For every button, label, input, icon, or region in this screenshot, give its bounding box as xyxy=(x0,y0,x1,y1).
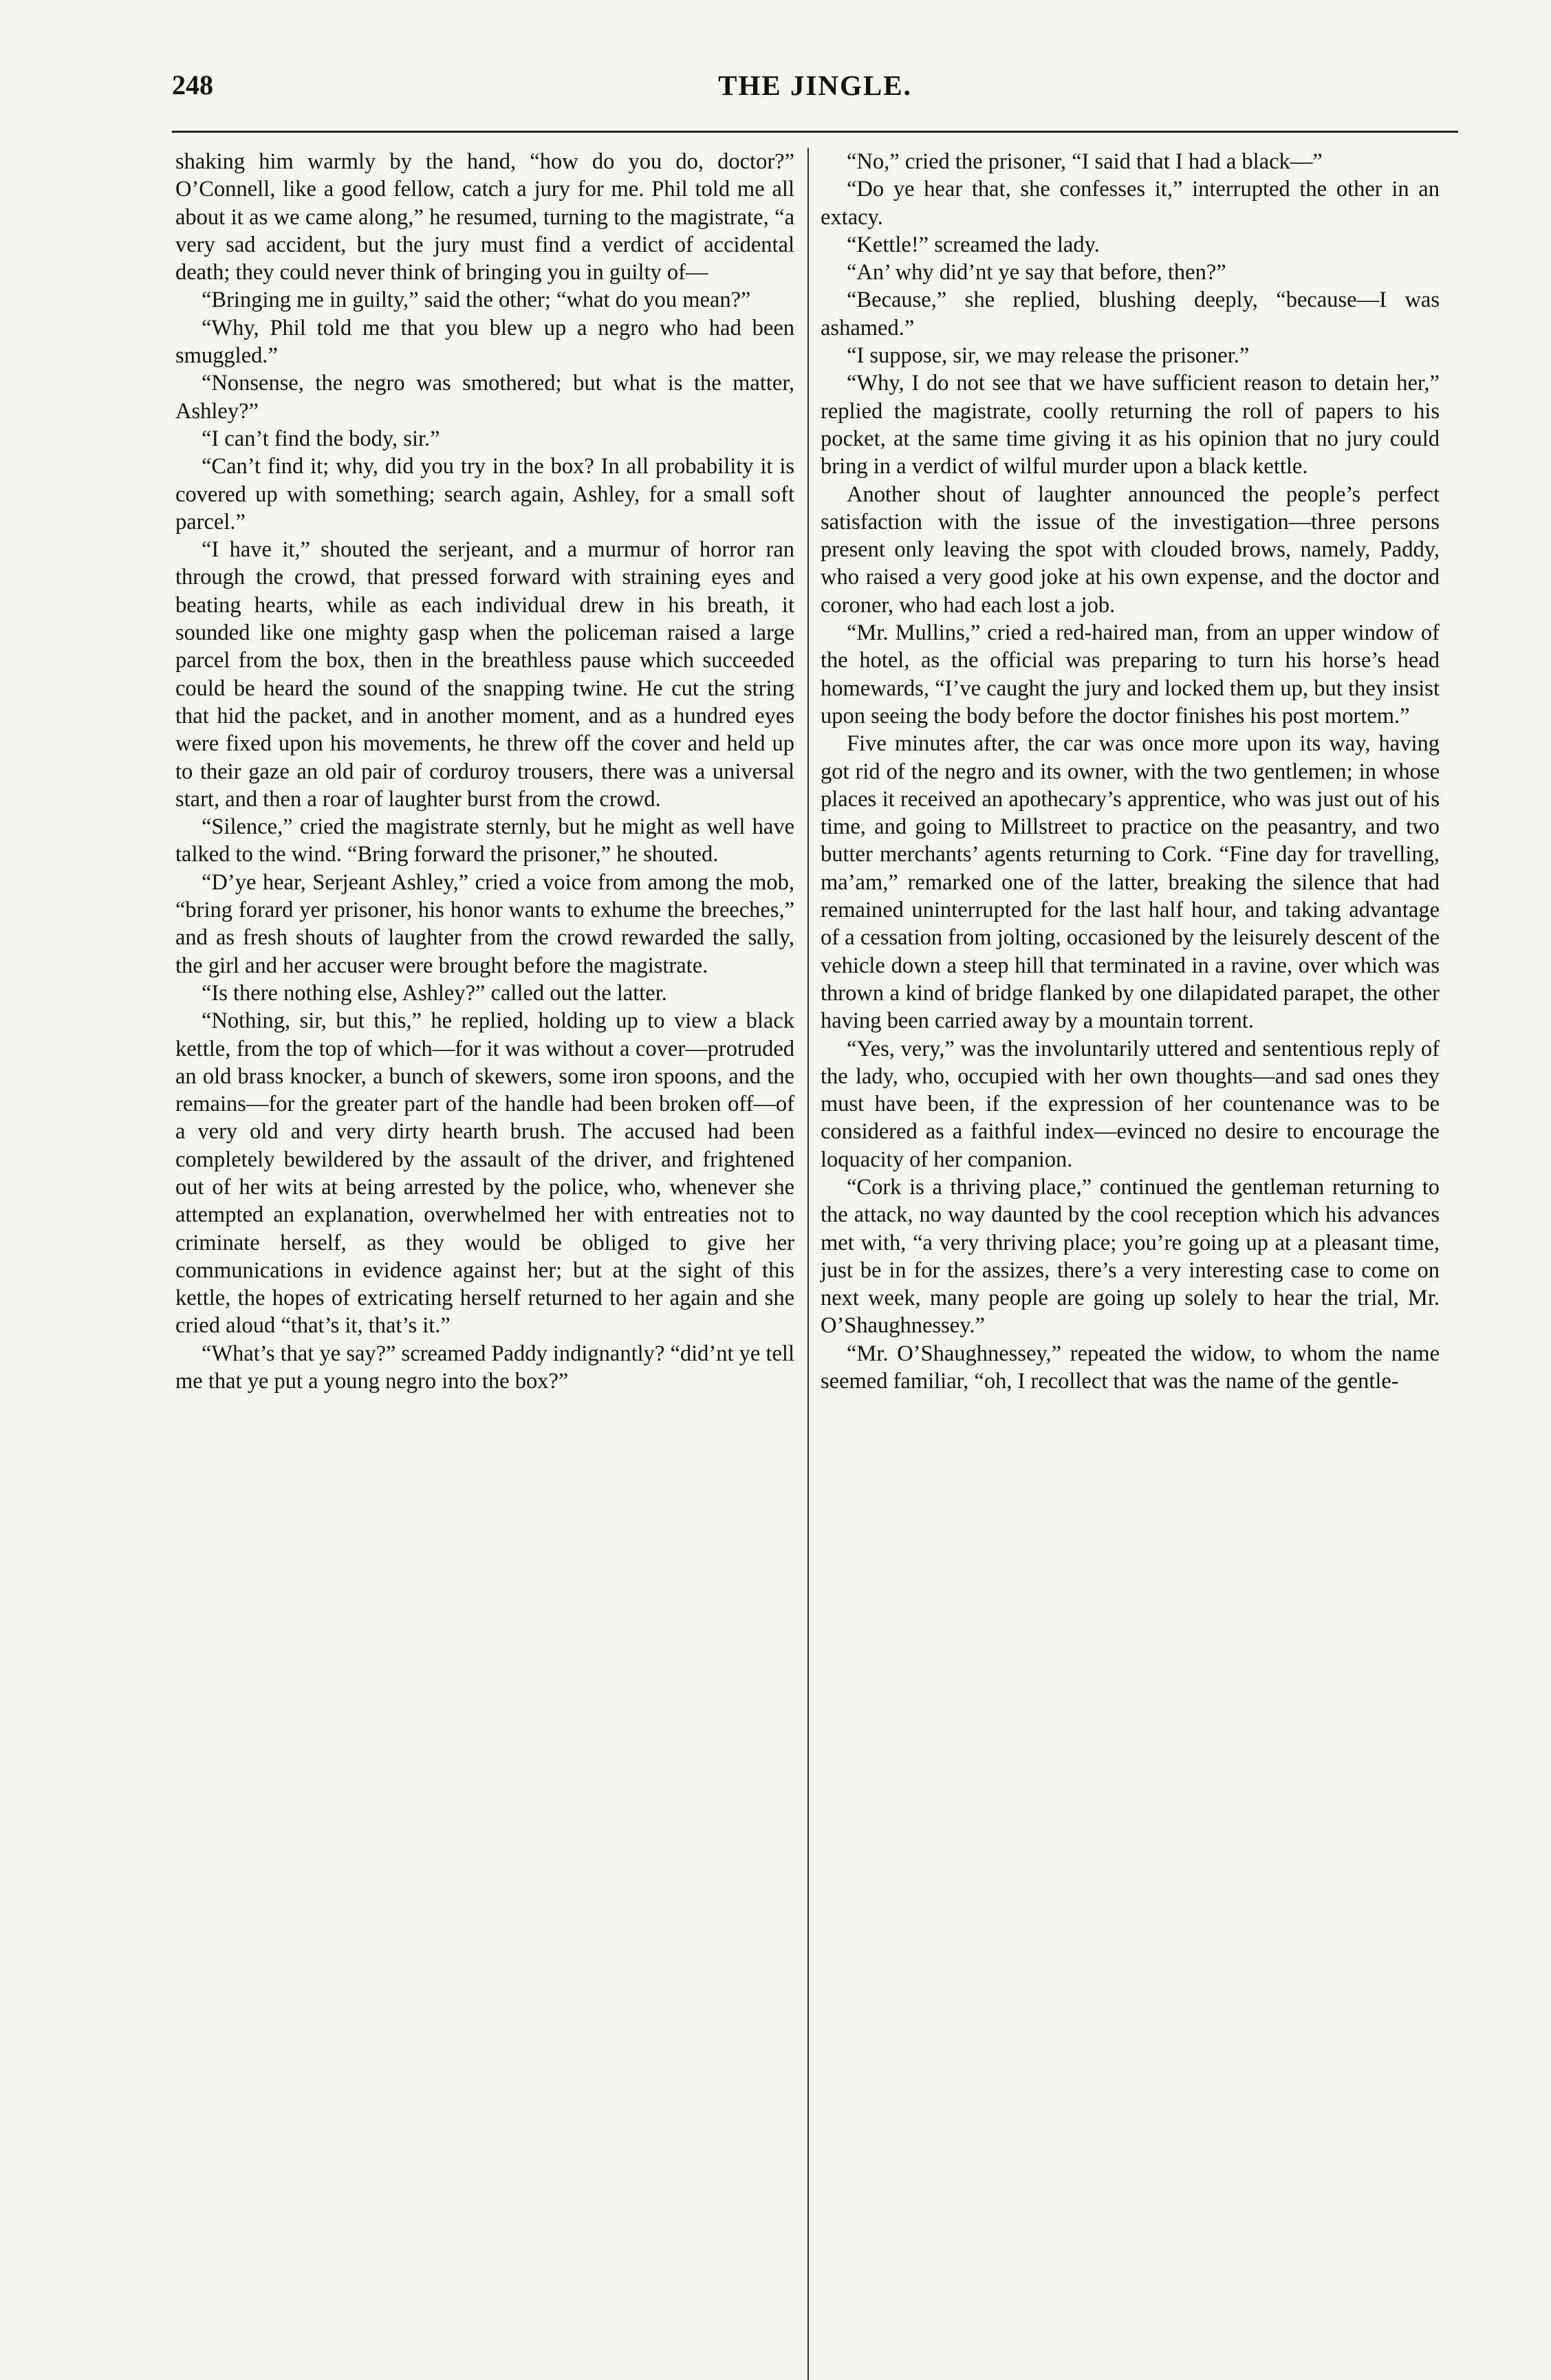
paragraph: “I have it,” shouted the serjeant, and a murmur of horror ran through the crowd, that pressed forward with straining eyes and beating hearts, while as each individual drew in his breath, it sounded like one mighty gasp when the policeman raised a large parcel from the box, then in the breathless pause which succeeded could be heard the sound of the snapping twine. He cut the string that hid the packet, and in another moment, and as a hundred eyes were fixed upon his movements, he threw off the cover and held up to their gaze an old pair of corduroy trousers, there was a universal start, and then a roar of laughter burst from the crowd. xyxy=(175,537,794,812)
paragraph: “No,” cried the prisoner, “I said that I had a black—” xyxy=(847,149,1323,174)
paragraph: “Yes, very,” was the involuntarily uttered and sententious reply of the lady, who, occupied with her own thoughts—and sad ones they must have been, if the expression of her countenance was to be considered as a faithful index—evinced no desire to encourage the loquacity of her companion. xyxy=(821,1036,1440,1172)
page-number: 248 xyxy=(172,69,213,100)
paragraph: “Why, Phil told me that you blew up a negro who had been smuggled.” xyxy=(175,315,794,369)
page-header xyxy=(172,69,1458,117)
paragraph: “What’s that ye say?” screamed Paddy indignantly? “did’nt ye tell me that ye put a young negro into the box?” xyxy=(175,1341,794,1394)
paragraph: “An’ why did’nt ye say that before, then?” xyxy=(847,260,1226,285)
paragraph: “Bringing me in guilty,” said the other; “what do you mean?” xyxy=(202,288,751,313)
right-column xyxy=(821,148,1440,1395)
paragraph: “Nonsense, the negro was smothered; but what is the matter, Ashley?” xyxy=(175,371,794,424)
paragraph: “Nothing, sir, but this,” he replied, holding up to view a black kettle, from the top of which—for it was without a cover—protruded an old brass knocker, a bunch of skewers, some iron spoons, and the remains—for the greater part of the handle had been broken off—of a very old and very dirty hearth brush. The accused had been completely bewildered by the assault of the driver, and frightened out of her wits at being arrested by the police, who, whenever she attempted an explanation, overwhelmed her with entreaties not to criminate herself, as they would be obliged to give her communications in evidence against her; but at the sight of this kettle, the hopes of extricating herself returned to her again and she cried aloud “that’s it, that’s it.” xyxy=(175,1008,794,1339)
paragraph: “Because,” she replied, blushing deeply, “because—I was ashamed.” xyxy=(821,288,1440,340)
paragraph: “Mr. O’Shaughnessey,” repeated the widow, to whom the name seemed familiar, “oh, I recollect that was the name of the gentle- xyxy=(821,1341,1440,1394)
left-column xyxy=(175,148,794,1395)
running-title: THE JINGLE. xyxy=(718,69,912,101)
paragraph: “I suppose, sir, we may release the prisoner.” xyxy=(847,343,1250,369)
paragraph: “Is there nothing else, Ashley?” called out the latter. xyxy=(202,980,667,1006)
paragraph: Another shout of laughter announced the people’s perfect satisfaction with the issue of the investigation—three persons present only leaving the spot with clouded brows, namely, Paddy, who raised a very good joke at his own expense, and the doctor and coroner, who had each lost a job. xyxy=(821,482,1440,618)
paragraph: shaking him warmly by the hand, “how do you do, doctor?” O’Connell, like a good fellow, catch a jury for me. Phil told me all about it as we came along,” he resumed, turning to the magistrate, “a very sad accident, but the jury must find a verdict of accidental death; they could never think of bringing you in guilty of— xyxy=(175,149,794,285)
paragraph: “Silence,” cried the magistrate sternly, but he might as well have talked to the wind. “Bring forward the prisoner,” he shouted. xyxy=(175,814,794,867)
paragraph: “Do ye hear that, she confesses it,” interrupted the other in an extacy. xyxy=(821,177,1440,230)
paragraph: “Mr. Mullins,” cried a red-haired man, from an upper window of the hotel, as the official was preparing to turn his horse’s head homewards, “I’ve caught the jury and locked them up, but they insist upon seeing the body before the doctor finishes his post mortem.” xyxy=(821,620,1440,728)
paragraph: “Kettle!” screamed the lady. xyxy=(847,232,1100,257)
paragraph: “Can’t find it; why, did you try in the box? In all probability it is covered up with something; search again, Ashley, for a small soft parcel.” xyxy=(175,454,794,534)
header-rule xyxy=(172,131,1458,133)
paragraph: Five minutes after, the car was once more upon its way, having got rid of the negro and its owner, with the two gentlemen; in whose places it received an apothecary’s apprentice, who was just out of his time, and going to Millstreet to practice on the peasantry, and two butter merchants’ agents returning to Cork. “Fine day for travelling, ma’am,” remarked one of the latter, breaking the silence that had remained uninterrupted for the last half hour, and taking advantage of a cessation from jolting, occasioned by the leisurely descent of the vehicle down a steep hill that terminated in a ravine, over which was thrown a kind of bridge flanked by one dilapidated parapet, the other having been carried away by a mountain torrent. xyxy=(821,731,1440,1034)
paragraph: “D’ye hear, Serjeant Ashley,” cried a voice from among the mob, “bring forard yer prisoner, his honor wants to exhume the breeches,” and as fresh shouts of laughter from the crowd rewarded the sally, the girl and her accuser were brought before the magistrate. xyxy=(175,869,794,978)
column-divider xyxy=(807,148,809,2380)
paragraph: “Cork is a thriving place,” continued the gentleman returning to the attack, no way daunted by the cool reception which his advances met with, “a very thriving place; you’re going up at a pleasant time, just be in for the assizes, there’s a very interesting case to come on next week, many people are going up solely to hear the trial, Mr. O’Shaughnessey.” xyxy=(821,1174,1440,1339)
paragraph: “I can’t find the body, sir.” xyxy=(202,426,440,451)
paragraph: “Why, I do not see that we have sufficient reason to detain her,” replied the magistrate, coolly returning the roll of papers to his pocket, at the same time giving it as his opinion that no jury could bring in a verdict of wilful murder upon a black kettle. xyxy=(821,371,1440,479)
